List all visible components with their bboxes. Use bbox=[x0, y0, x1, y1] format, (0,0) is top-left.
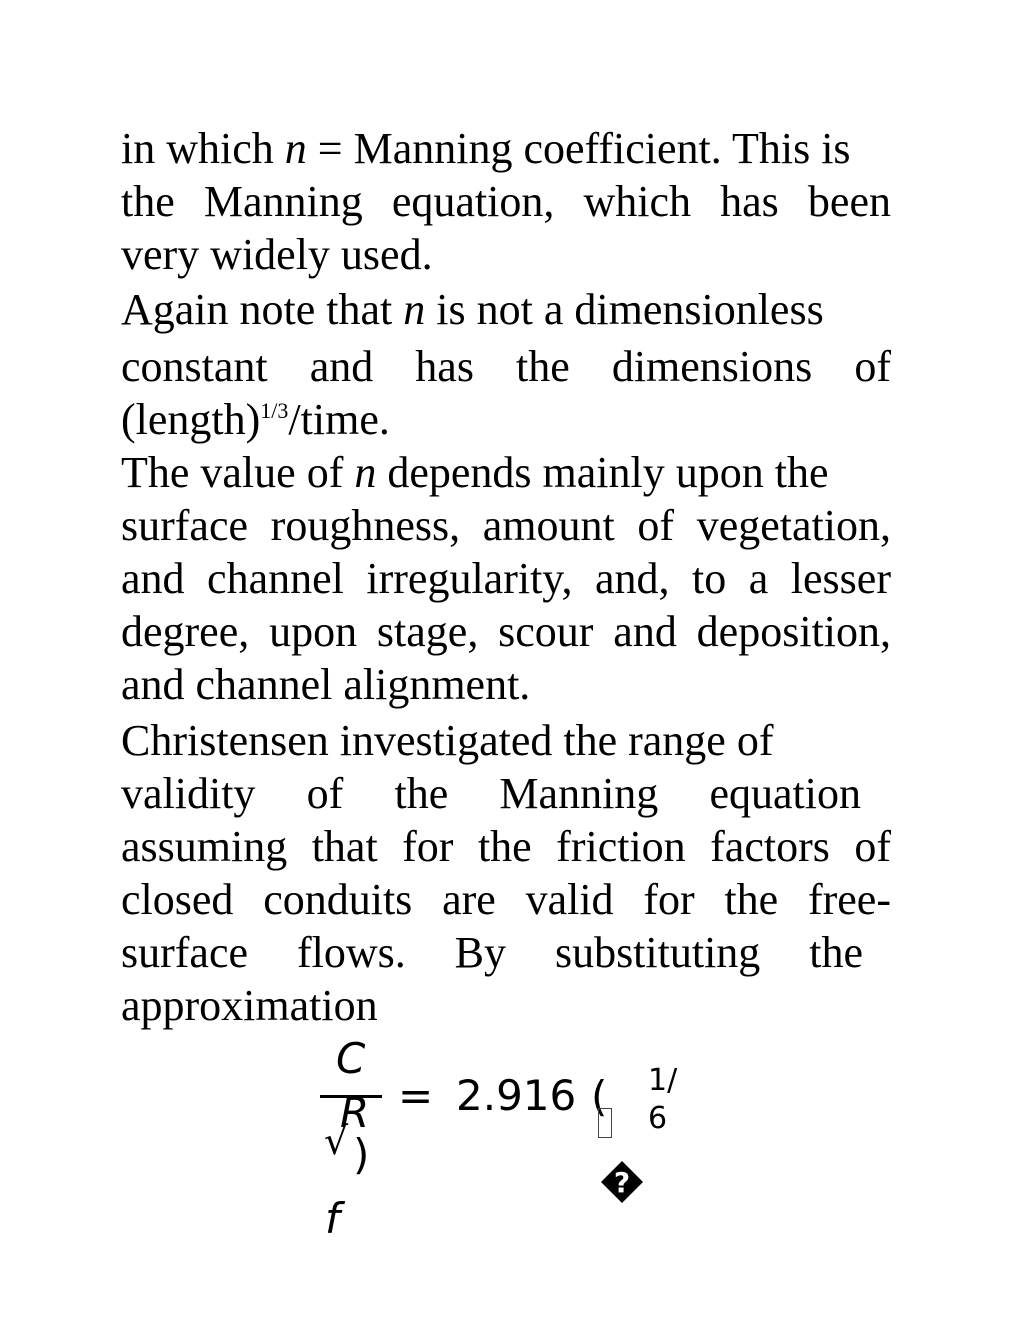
open-paren: ( bbox=[591, 1072, 608, 1121]
text-line: closed conduits are valid for the free- bbox=[121, 875, 891, 924]
text-span: in which bbox=[121, 124, 285, 173]
text-line: assuming that for the friction factors of bbox=[121, 822, 891, 871]
paragraph-dimensions-note bbox=[121, 283, 891, 446]
text-line: and channel alignment. bbox=[121, 660, 531, 709]
text-span: = Manning coefficient. This is bbox=[306, 124, 851, 173]
text-line: surface flows. By substituting the bbox=[121, 928, 863, 977]
sqrt-symbol: √ bbox=[324, 1119, 349, 1163]
equation-numerator: C bbox=[336, 1034, 366, 1083]
replacement-diamond-icon bbox=[600, 1160, 644, 1204]
text-line: degree, upon stage, scour and deposition, bbox=[121, 607, 891, 656]
paragraph-christensen bbox=[121, 714, 891, 1032]
text-line: validity of the Manning equation bbox=[121, 769, 861, 818]
text-line: and channel irregularity, and, to a lesser bbox=[121, 554, 891, 603]
text-line: the Manning equation, which has been bbox=[121, 177, 891, 226]
close-paren: ) bbox=[353, 1130, 370, 1179]
equation-f-variable: f bbox=[325, 1194, 340, 1243]
text-line: surface roughness, amount of vegetation, bbox=[121, 501, 891, 550]
paragraph-manning-definition bbox=[121, 122, 891, 281]
text-line bbox=[121, 283, 891, 336]
variable-n: n bbox=[354, 448, 377, 497]
equals-sign: = bbox=[398, 1071, 434, 1120]
text-span: depends mainly upon the bbox=[376, 448, 829, 497]
text-line bbox=[121, 393, 891, 446]
superscript-exponent: 1/3 bbox=[260, 398, 289, 423]
text-span: (length) bbox=[121, 395, 261, 444]
replacement-character-icon bbox=[600, 1160, 644, 1204]
variable-n: n bbox=[284, 124, 307, 173]
missing-glyph-box-icon bbox=[598, 1108, 612, 1138]
equation-coefficient: 2.916 bbox=[456, 1071, 577, 1120]
text-span: /time. bbox=[288, 395, 390, 444]
exponent-denominator: 6 bbox=[648, 1101, 668, 1136]
equation-approximation bbox=[0, 1030, 1024, 1290]
paragraph-n-dependence bbox=[121, 446, 891, 711]
text-line: approximation bbox=[121, 981, 378, 1030]
text-line: very widely used. bbox=[121, 230, 433, 279]
equation-denominator-r: R bbox=[340, 1088, 370, 1137]
text-span: is not a dimensionless bbox=[425, 285, 824, 334]
variable-n: n bbox=[403, 285, 426, 334]
text-line bbox=[121, 122, 891, 175]
text-line: constant and has the dimensions of bbox=[121, 342, 891, 391]
text-line bbox=[121, 446, 891, 499]
svg-text:?: ? bbox=[613, 1166, 631, 1199]
text-line: Christensen investigated the range of bbox=[121, 716, 774, 765]
text-span: Again note that bbox=[121, 285, 404, 334]
text-span: The value of bbox=[121, 448, 355, 497]
exponent-numerator: 1/ bbox=[648, 1063, 678, 1098]
